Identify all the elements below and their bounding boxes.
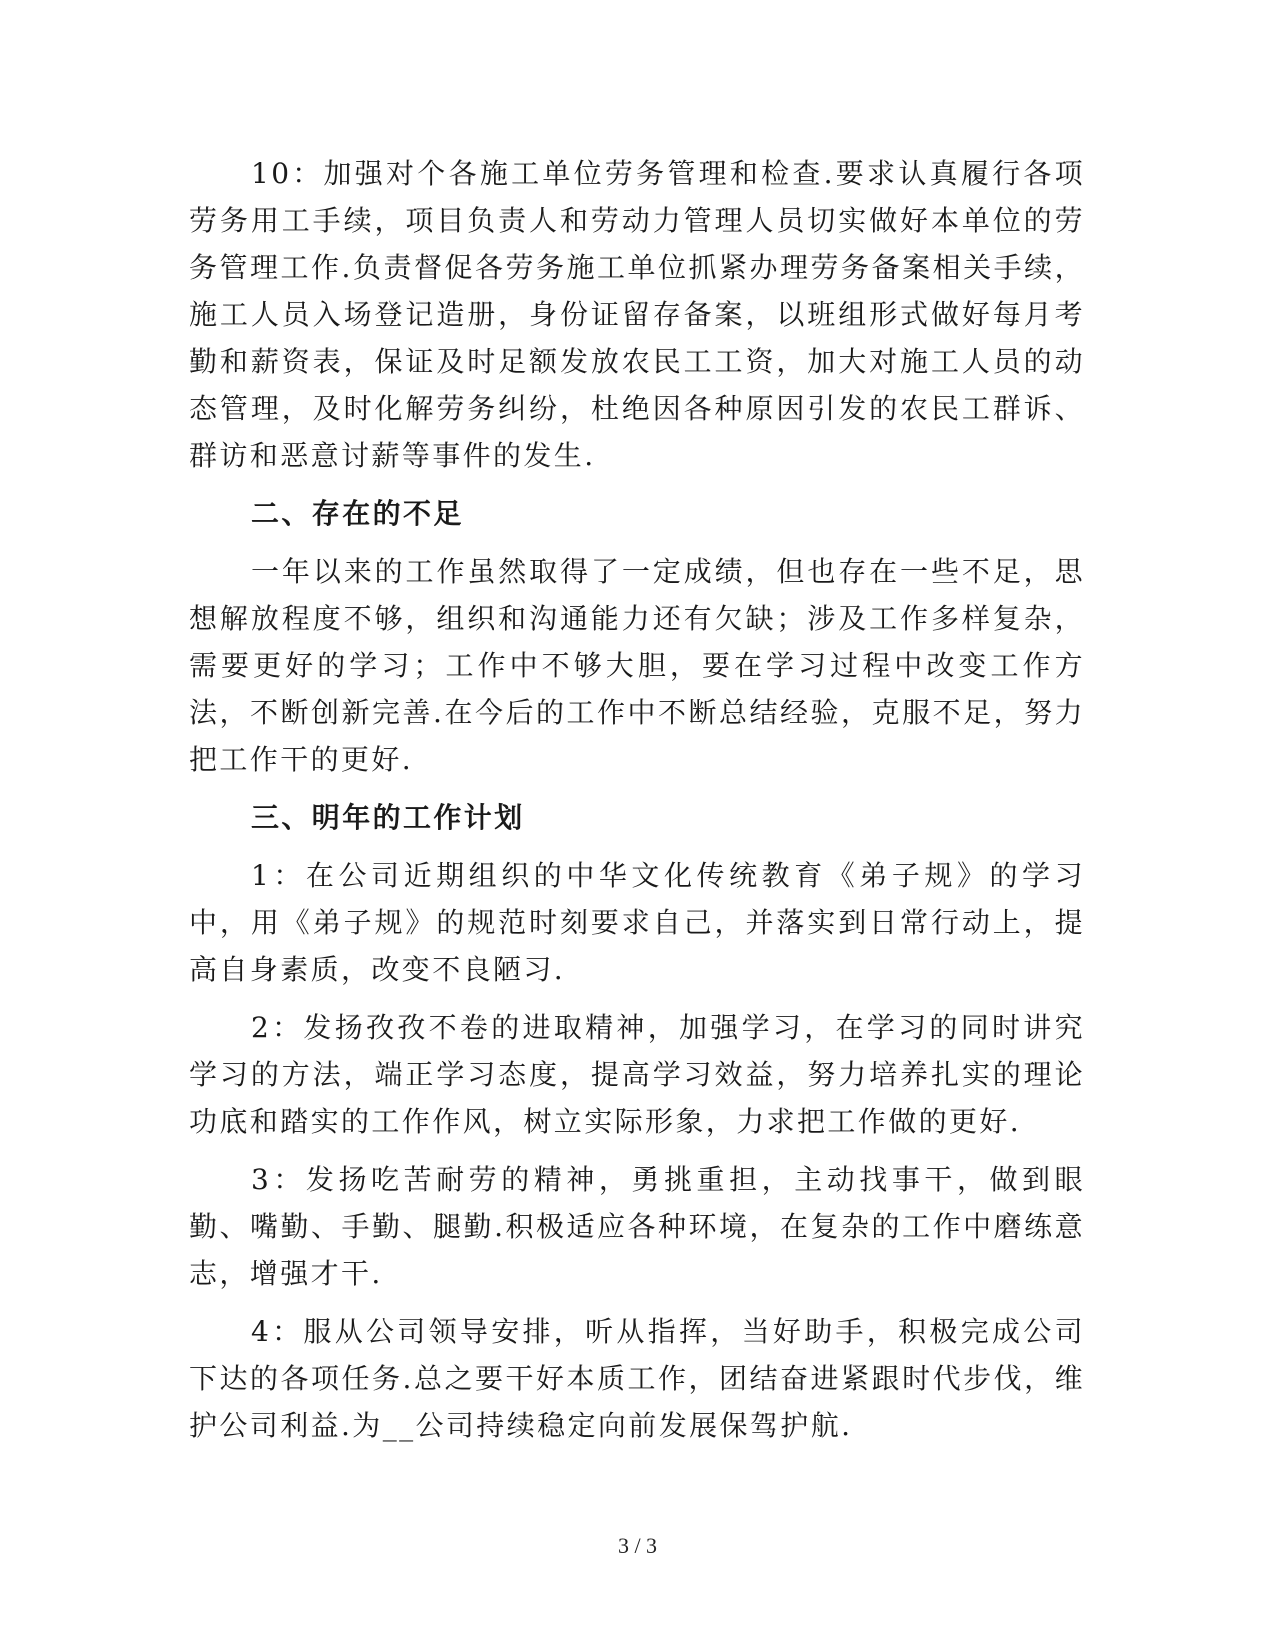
plan-item-2: 2：发扬孜孜不卷的进取精神，加强学习，在学习的同时讲究学习的方法，端正学习态度，提高学习效益，努力培养扎实的理论功底和踏实的工作作风，树立实际形象，力求把工作做的更好. (189, 1011, 1085, 1138)
plan-item-1: 1：在公司近期组织的中华文化传统教育《弟子规》的学习中，用《弟子规》的规范时刻要求自己，并落实到日常行动上，提高自身素质，改变不良陋习. (189, 859, 1085, 986)
plan-item-3: 3：发扬吃苦耐劳的精神，勇挑重担，主动找事干，做到眼勤、嘴勤、手勤、腿勤.积极适应各种环境，在复杂的工作中磨练意志，增强才干. (189, 1163, 1085, 1290)
document-body (189, 150, 1085, 1460)
page-number: 3 / 3 (617, 1533, 658, 1558)
paragraph-shortcomings: 一年以来的工作虽然取得了一定成绩，但也存在一些不足，思想解放程度不够，组织和沟通能力还有欠缺；涉及工作多样复杂，需要更好的学习；工作中不够大胆，要在学习过程中改变工作方法，不断创新完善.在今后的工作中不断总结经验，克服不足，努力把工作干的更好. (189, 555, 1085, 776)
paragraph-item-10: 10：加强对个各施工单位劳务管理和检查.要求认真履行各项劳务用工手续，项目负责人和劳动力管理人员切实做好本单位的劳务管理工作.负责督促各劳务施工单位抓紧办理劳务备案相关手续，施工人员入场登记造册，身份证留存备案，以班组形式做好每月考勤和薪资表，保证及时足额发放农民工工资，加大对施工人员的动态管理，及时化解劳务纠纷，杜绝因各种原因引发的农民工群诉、群访和恶意讨薪等事件的发生. (189, 157, 1085, 472)
plan-item-4: 4：服从公司领导安排，听从指挥，当好助手，积极完成公司下达的各项任务.总之要干好本质工作，团结奋进紧跟时代步伐，维护公司利益.为__公司持续稳定向前发展保驾护航. (189, 1315, 1085, 1442)
section-heading-shortcomings: 二、存在的不足 (251, 497, 464, 530)
section-heading-work-plan: 三、明年的工作计划 (251, 801, 525, 834)
